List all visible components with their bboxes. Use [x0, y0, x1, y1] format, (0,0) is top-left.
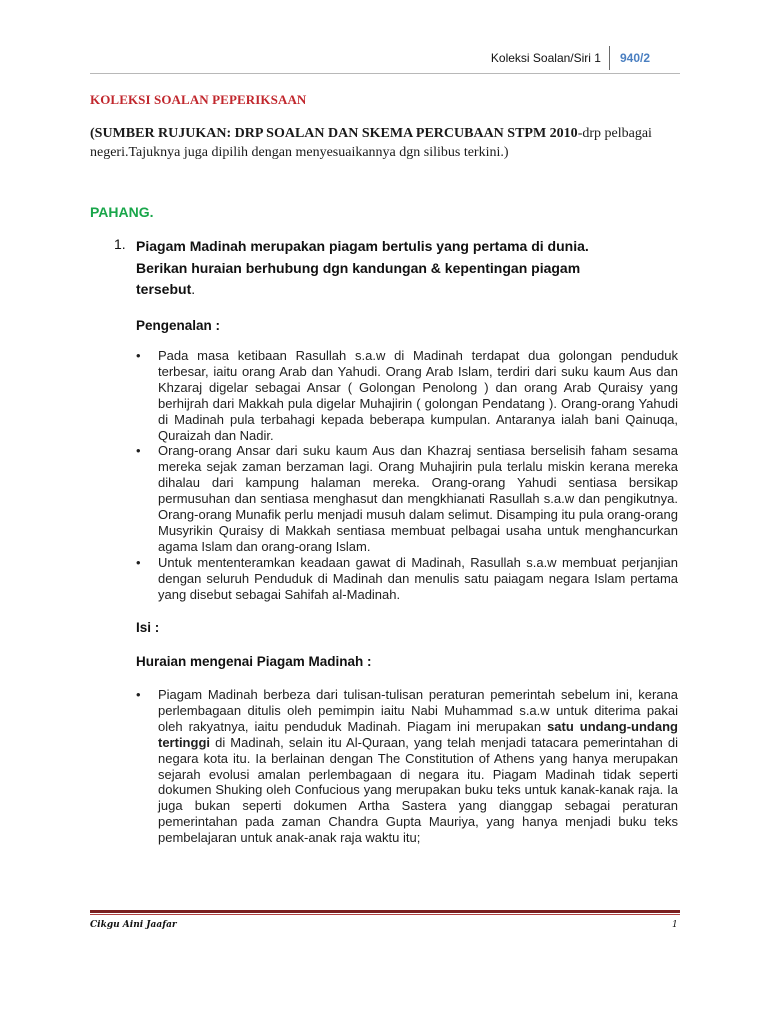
footer-rule-thin: [90, 914, 680, 915]
list-item: [136, 348, 678, 443]
intro-bullet-text: Orang-orang Ansar dari suku kaum Aus dan Khazraj sentiasa berselisih faham sesama mereka sejak zaman berzaman lagi. Orang Muhajirin pula terlalu miskin kerana mereka dihalau dari kampung halaman mereka. Orang-orang Yahudi sentiasa bersikap permusuhan dan sentiasa menghasut dan mengkhianati Rasullah s.a.w dan pengikutnya. Orang-orang Munafik perlu menjadi musuh dalam selimut. Disamping itu pula orang-orang Musyrikin Quraisy di Makkah sentiasa membuat pelbagai usaha untuk menghancurkan agama Islam dan orang-orang Islam.: [158, 443, 678, 554]
body-subheading: Huraian mengenai Piagam Madinah :: [136, 654, 372, 669]
header-series: Koleksi Soalan/Siri 1: [490, 51, 601, 65]
body-bullet-emphasis: satu undang-undang tertinggi: [158, 718, 678, 750]
list-item: [136, 687, 678, 846]
header-paper-code: 940/2: [619, 51, 650, 65]
intro-bullet-list: [136, 348, 678, 603]
intro-heading: Pengenalan :: [136, 318, 221, 333]
bullet-icon: •: [136, 348, 141, 363]
body-bullet-text-1: Piagam Madinah berbeza dari tulisan-tulisan peraturan pemerintah sebelum ini, kerana perlembagaan ditulis oleh pemimpin iaitu Nabi Muhammad s.a.w untuk diterima pakai oleh rakyatnya, iaitu penduduk Madinah. Piagam ini merupakan: [158, 687, 678, 734]
source-note-rest: -drp pelbagai negeri.Tajuknya juga dipilih dengan menyesuaikannya dgn silibus terkini.): [90, 126, 652, 160]
footer-rule: [90, 910, 680, 913]
intro-bullet-text: Pada masa ketibaan Rasullah s.a.w di Madinah terdapat dua golongan penduduk terbesar, iaitu orang Arab dan Yahudi. Orang Arab Islam, terdiri dari suku kaum Aus dan Khzaraj digelar sebagai Ansar ( Golongan Penolong ) dan orang Arab Quraisy yang berhijrah dari Makkah pula digelar Muhajirin ( golongan Pendatang ). Orang-orang Yahudi di Madinah pula terbahagi kepada beberapa kumpulan. Antaranya ialah bani Qainuqa, Quraizah dan Nadir.: [158, 348, 678, 443]
bullet-icon: •: [136, 554, 141, 570]
state-heading: PAHANG.: [90, 204, 154, 220]
bullet-icon: •: [136, 687, 141, 702]
question-number: 1.: [114, 236, 126, 252]
page-number: 1: [672, 920, 678, 930]
intro-bullet-text: Untuk mententeramkan keadaan gawat di Madinah, Rasullah s.a.w membuat perjanjian dengan seluruh Penduduk di Madinah dan menulis satu paiagam negara Islam pertama yang disebut sebagai Sahifah al-Madinah.: [158, 554, 678, 602]
question-end-mark: .: [191, 281, 196, 297]
source-note-bold: (SUMBER RUJUKAN: DRP SOALAN DAN SKEMA PERCUBAAN STPM 2010: [90, 126, 578, 141]
body-heading: Isi :: [136, 620, 160, 635]
bullet-icon: •: [136, 443, 141, 459]
body-bullet-list: [136, 687, 678, 846]
question-body: Piagam Madinah merupakan piagam bertulis yang pertama di dunia. Berikan huraian berhubung dgn kandungan & kepentingan piagam tersebut: [136, 238, 589, 297]
header-rule: [90, 73, 680, 74]
list-item: [136, 555, 678, 603]
body-bullet-text-2: di Madinah, selain itu Al-Quraan, yang telah menjadi tatacara pemerintahan di negara kota itu. Ia berlainan dengan The Constitution of Athens yang hanya merupakan sejarah evolusi amalan perlembagaan di negara itu. Piagam Madinah tidak seperti dokumen Shuking oleh Confucious yang merupakan buku teks untuk kanak-kanak raja. Ia juga bukan seperti dokumen Artha Sastera yang dianggap sebagai peraturan pemerintahan pada zaman Chandra Gupta Mauriya, yang hanya menjadi buku teks pembelajaran untuk anak-anak raja waktu itu;: [158, 734, 678, 846]
source-note: [90, 124, 690, 162]
footer-author: Cikgu Aini Jaafar: [90, 920, 177, 930]
question-text: [136, 236, 636, 301]
list-item: [136, 443, 678, 554]
page-header: [491, 46, 650, 70]
document-title: KOLEKSI SOALAN PEPERIKSAAN: [90, 92, 307, 107]
